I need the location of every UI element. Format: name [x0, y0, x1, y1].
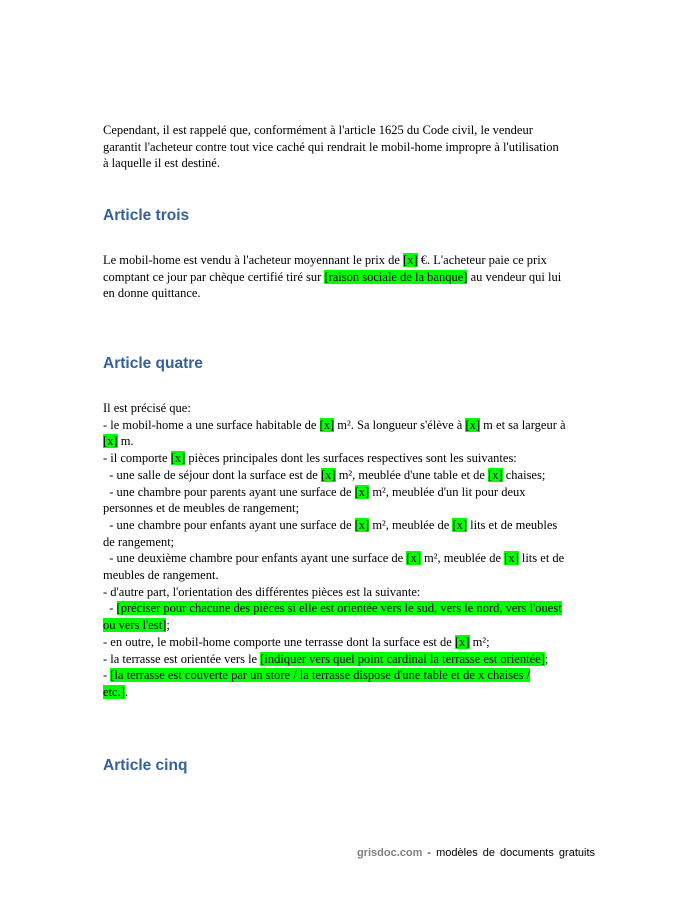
- text-line: [103, 450, 603, 467]
- placeholder-field: [indiquer vers quel point cardinal la terrasse est orientée]: [260, 651, 545, 666]
- text: - une chambre pour enfants ayant une surface de: [103, 517, 355, 532]
- text: m², meublée d'une table et de: [335, 467, 489, 482]
- text: Le mobil-home est vendu à l'acheteur moyennant le prix de: [103, 253, 404, 267]
- text-line: [103, 634, 603, 651]
- placeholder-field: [x]: [319, 417, 335, 432]
- text-line: de rangement;: [103, 534, 175, 549]
- placeholder-field: [x]: [504, 551, 519, 566]
- placeholder-field: [x]: [406, 551, 421, 566]
- text: m²;: [469, 634, 490, 649]
- article-trois-heading: Article trois: [103, 207, 190, 224]
- text: pièces principales dont les surfaces respectives sont les suivantes:: [185, 451, 517, 466]
- placeholder-field: [x]: [465, 417, 481, 432]
- text: €. L'acheteur paie ce prix: [417, 253, 547, 267]
- text-line: [103, 269, 603, 286]
- text-line: meubles de rangement.: [103, 568, 219, 583]
- text-line: [103, 550, 603, 567]
- text-line: Il est précisé que:: [103, 401, 191, 415]
- text: au vendeur qui lui: [467, 269, 562, 284]
- text-line: - d'autre part, l'orientation des différentes pièces est la suivante:: [103, 584, 421, 599]
- page-footer: [357, 847, 595, 859]
- text: - une salle de séjour dont la surface est de: [103, 467, 321, 482]
- text: m². Sa longueur s'élève à: [334, 417, 466, 432]
- text-line: [103, 684, 603, 701]
- placeholder-field: [préciser pour chacune des pièces si elle est orientée vers le sud, vers le nord, vers l'ouest: [116, 601, 562, 616]
- article-quatre-heading: Article quatre: [103, 355, 203, 372]
- text: chaises;: [502, 467, 546, 482]
- placeholder-field: [la terrasse est couverte par un store / la terrasse dispose d'une table et de x chaises /: [110, 668, 531, 683]
- article-cinq-heading: Article cinq: [103, 757, 188, 774]
- text-line: [103, 433, 603, 450]
- text: ;: [544, 651, 549, 666]
- placeholder-field: ou vers l'est]: [103, 618, 167, 633]
- text: m², meublée de: [420, 551, 505, 566]
- text-line: [103, 617, 603, 634]
- text: m², meublée de: [369, 517, 453, 532]
- placeholder-field: etc.]: [103, 684, 125, 699]
- text: ;: [166, 618, 170, 633]
- text-line: en donne quittance.: [103, 286, 201, 301]
- text: comptant ce jour par chèque certifié tiré sur: [103, 269, 325, 284]
- text-line: Cependant, il est rappelé que, conformément à l'article 1625 du Code civil, le vendeur: [103, 123, 533, 137]
- footer-tagline: - modèles de documents gratuits: [422, 847, 595, 859]
- placeholder-field: [x]: [403, 253, 418, 267]
- text-line: [103, 600, 603, 617]
- text-line: [103, 467, 603, 484]
- text: - en outre, le mobil-home comporte une terrasse dont la surface est de: [103, 634, 455, 649]
- text: m et sa largeur à: [480, 417, 566, 432]
- placeholder-field: [x]: [454, 634, 470, 649]
- text: m², meublée d'un lit pour deux: [369, 484, 526, 499]
- text-line: [103, 417, 603, 434]
- placeholder-field: [x]: [170, 451, 186, 466]
- text-line: personnes et de meubles de rangement;: [103, 501, 300, 516]
- text: - une deuxième chambre pour enfants ayant une surface de: [103, 551, 407, 566]
- text-line: [103, 484, 603, 501]
- text-line: [103, 252, 603, 269]
- text: lits et de meubles: [467, 517, 558, 532]
- placeholder-field: [x]: [488, 467, 503, 482]
- placeholder-field: [x]: [354, 517, 370, 532]
- text: -: [103, 601, 117, 616]
- article-quatre-paragraph: [103, 400, 603, 701]
- text: m.: [117, 434, 134, 449]
- text-line: garantit l'acheteur contre tout vice caché qui rendrait le mobil-home impropre à l'utilisation: [103, 139, 559, 154]
- text: .: [124, 684, 128, 699]
- placeholder-field: [x]: [103, 434, 118, 449]
- text: - une chambre pour parents ayant une surface de: [103, 484, 355, 499]
- placeholder-field: [x]: [452, 517, 468, 532]
- footer-brand-link[interactable]: grisdoc.com: [356, 847, 423, 859]
- text-line: [103, 667, 603, 684]
- placeholder-field: [raison sociale de la banque]: [324, 269, 468, 284]
- text: lits et de: [518, 551, 565, 566]
- text: - il comporte: [103, 451, 171, 466]
- text: -: [103, 668, 111, 683]
- placeholder-field: [x]: [320, 467, 336, 482]
- text: - la terrasse est orientée vers le: [103, 651, 261, 666]
- placeholder-field: [x]: [354, 484, 370, 499]
- text-line: [103, 517, 603, 534]
- article-trois-paragraph: [103, 252, 603, 302]
- intro-paragraph: [103, 122, 603, 172]
- text: - le mobil-home a une surface habitable de: [103, 417, 320, 432]
- text-line: [103, 651, 603, 668]
- text-line: à laquelle il est destiné.: [103, 156, 220, 171]
